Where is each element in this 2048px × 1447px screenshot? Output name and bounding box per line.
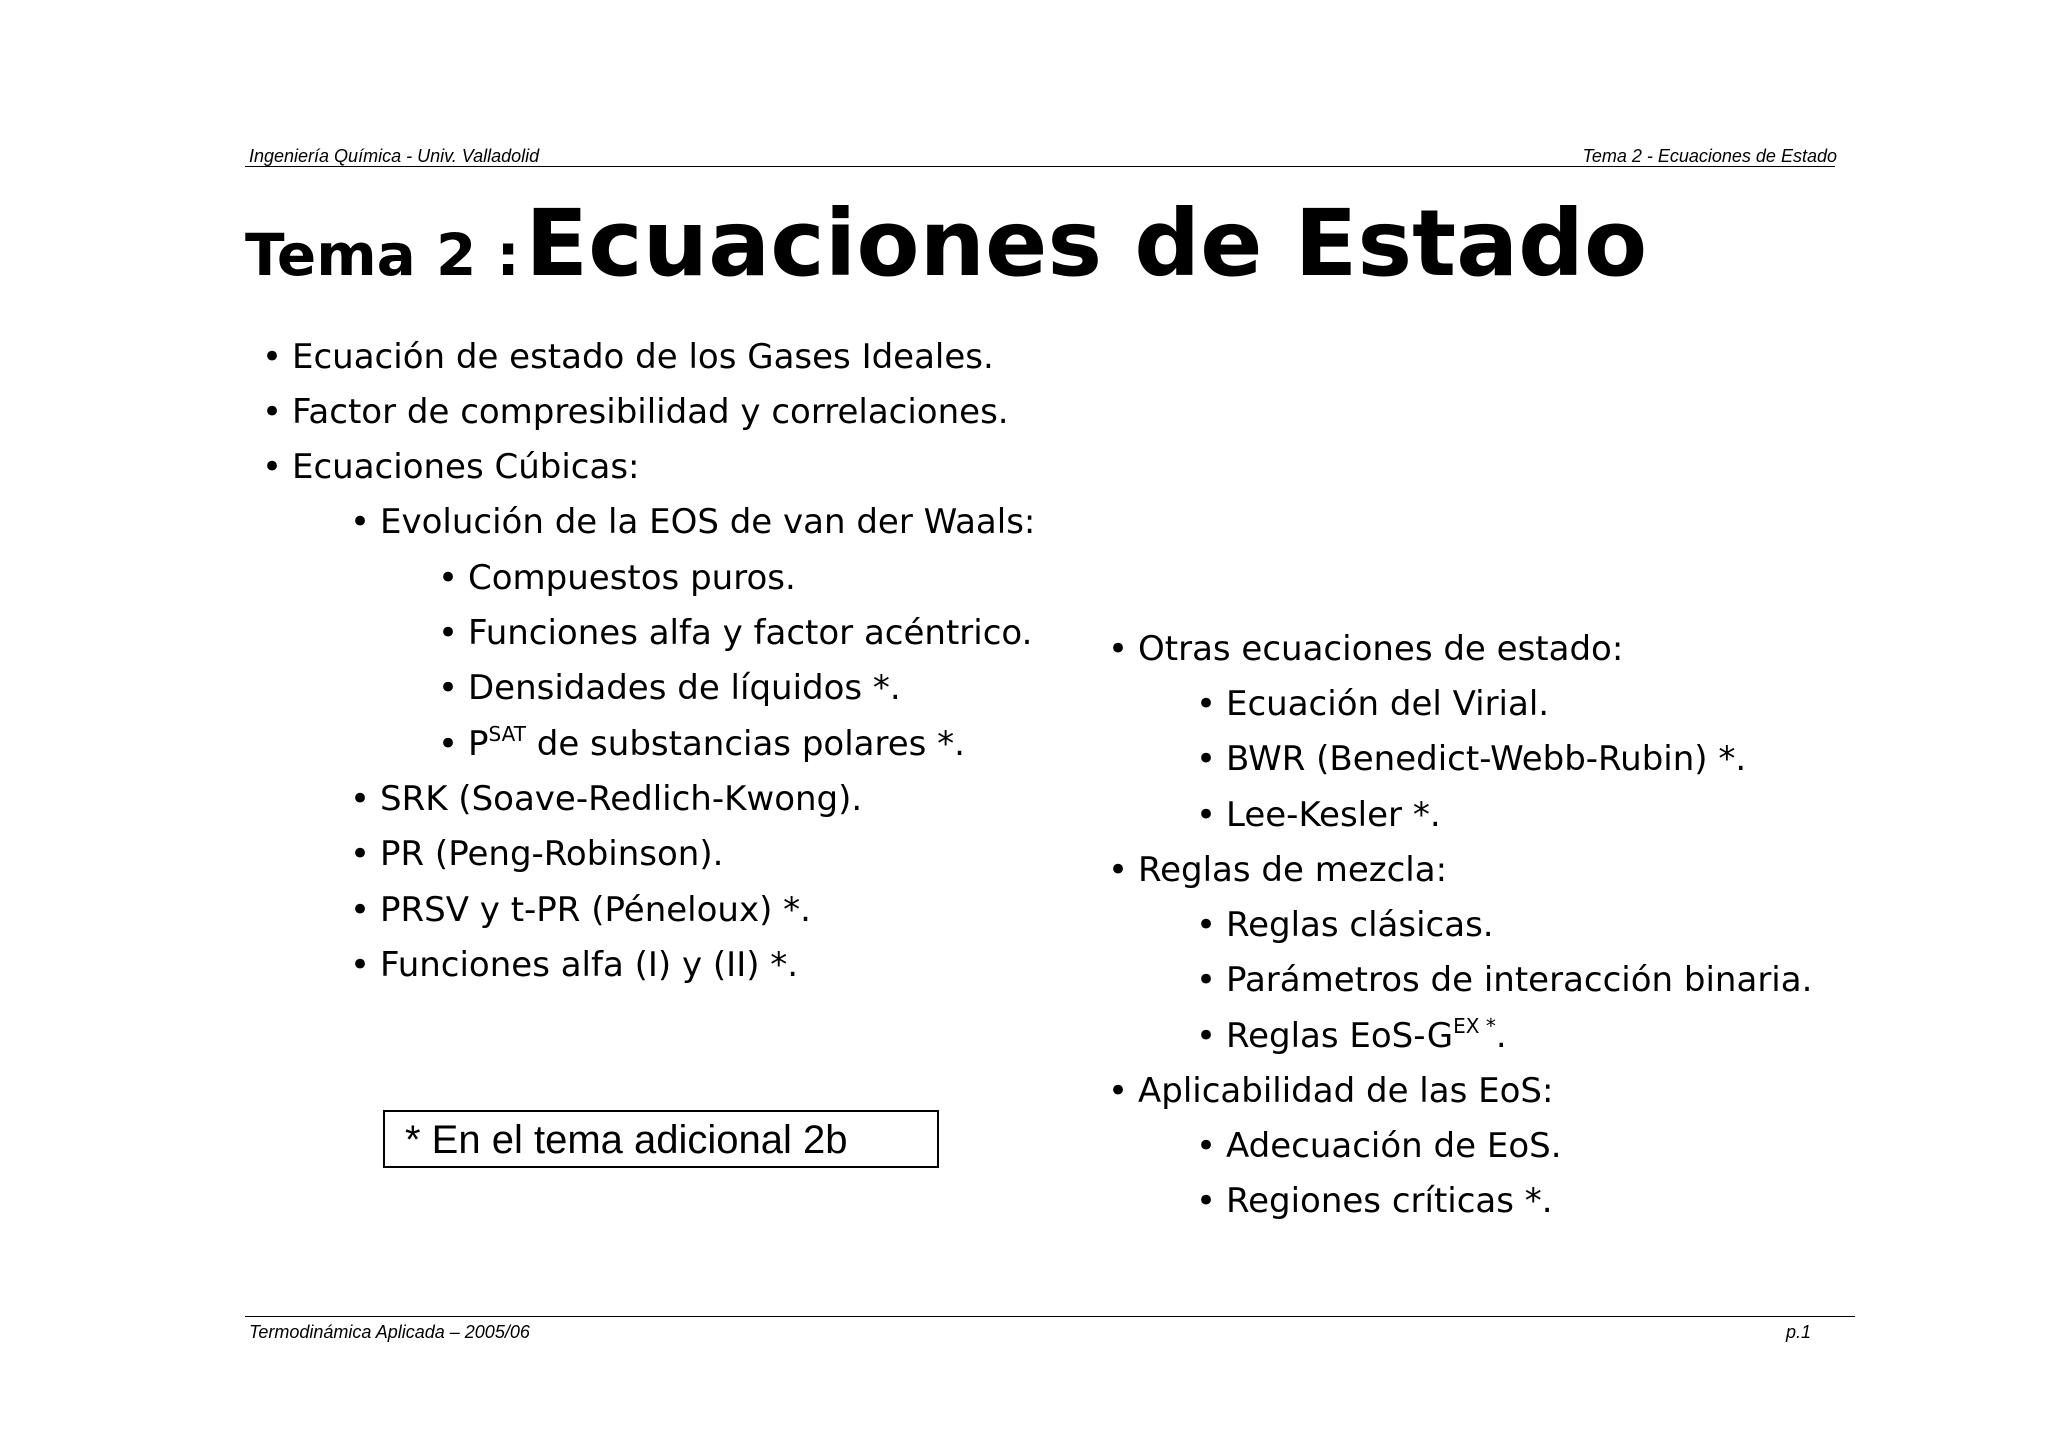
footer-rule: [245, 1316, 1855, 1317]
list-item-label: Ecuación del Virial.: [1226, 684, 1550, 724]
list-item-label: P: [468, 724, 489, 764]
list-item: [438, 668, 901, 708]
list-item-label: Regiones críticas *.: [1226, 1181, 1553, 1221]
bullet-icon: •: [438, 558, 459, 598]
list-item: [350, 834, 724, 874]
bullet-icon: •: [1108, 1071, 1129, 1111]
list-item-label: de substancias polares *.: [525, 724, 965, 764]
list-item: [438, 613, 1033, 653]
list-item: [438, 558, 796, 598]
bullet-icon: •: [1196, 1126, 1217, 1166]
bullet-icon: •: [1196, 684, 1217, 724]
list-item: [1196, 1126, 1562, 1166]
list-item: [1108, 1071, 1554, 1111]
list-item: [1196, 960, 1813, 1000]
list-item-label: Compuestos puros.: [468, 558, 796, 598]
list-item: [262, 447, 640, 487]
list-item-label: Factor de compresibilidad y correlaciones.: [292, 392, 1009, 432]
header-rule: [245, 166, 1835, 167]
header-right: Tema 2 - Ecuaciones de Estado: [1582, 146, 1837, 166]
list-item-label: Aplicabilidad de las EoS:: [1138, 1071, 1554, 1111]
list-item: [1108, 850, 1448, 890]
list-item-label: Otras ecuaciones de estado:: [1138, 629, 1624, 669]
list-item: [350, 779, 863, 819]
bullet-icon: •: [438, 613, 459, 653]
bullet-icon: •: [350, 945, 371, 985]
bullet-icon: •: [1108, 850, 1129, 890]
list-item: [1196, 1181, 1553, 1221]
list-item-label: Parámetros de interacción binaria.: [1226, 960, 1813, 1000]
bullet-icon: •: [1196, 905, 1217, 945]
list-item-label: BWR (Benedict-Webb-Rubin) *.: [1226, 739, 1747, 779]
list-item-label: .: [1495, 1016, 1507, 1056]
superscript: EX *: [1453, 1014, 1496, 1038]
bullet-icon: •: [1196, 1016, 1217, 1056]
list-item-label: Ecuación de estado de los Gases Ideales.: [292, 337, 994, 377]
bullet-icon: •: [1108, 629, 1129, 669]
list-item-label: Reglas EoS-G: [1226, 1016, 1454, 1056]
bullet-icon: •: [350, 834, 371, 874]
footer-left: Termodinámica Aplicada – 2005/06: [249, 1322, 530, 1342]
list-item-label: Evolución de la EOS de van der Waals:: [380, 502, 1036, 542]
bullet-icon: •: [350, 890, 371, 930]
header-left: Ingeniería Química - Univ. Valladolid: [249, 146, 540, 166]
note-box: * En el tema adicional 2b: [383, 1110, 939, 1168]
bullet-icon: •: [262, 447, 283, 487]
title-main: Ecuaciones de Estado: [525, 190, 1648, 297]
list-item-label: Lee-Kesler *.: [1226, 795, 1441, 835]
bullet-icon: •: [1196, 960, 1217, 1000]
list-item: [262, 337, 994, 377]
page-title: [245, 190, 1647, 297]
bullet-icon: •: [262, 337, 283, 377]
list-item: [350, 502, 1036, 542]
list-item-label: Reglas de mezcla:: [1138, 850, 1448, 890]
bullet-icon: •: [438, 668, 459, 708]
list-item: [262, 392, 1009, 432]
bullet-icon: •: [1196, 1181, 1217, 1221]
list-item: [1108, 629, 1624, 669]
list-item: [1196, 684, 1550, 724]
title-prefix: Tema 2 :: [245, 221, 520, 289]
list-item: [1196, 739, 1747, 779]
bullet-icon: •: [438, 724, 459, 764]
list-item-label: Ecuaciones Cúbicas:: [292, 447, 640, 487]
superscript: SAT: [488, 722, 526, 746]
list-item: [350, 945, 799, 985]
list-item-label: Adecuación de EoS.: [1226, 1126, 1562, 1166]
list-item: [1196, 1014, 1507, 1056]
bullet-icon: •: [262, 392, 283, 432]
bullet-icon: •: [1196, 795, 1217, 835]
list-item: [350, 890, 811, 930]
list-item: [438, 722, 965, 764]
bullet-icon: •: [350, 502, 371, 542]
list-item-label: Reglas clásicas.: [1226, 905, 1494, 945]
list-item-label: Densidades de líquidos *.: [468, 668, 901, 708]
list-item-label: SRK (Soave-Redlich-Kwong).: [380, 779, 863, 819]
list-item-label: Funciones alfa (I) y (II) *.: [380, 945, 799, 985]
list-item: [1196, 905, 1494, 945]
bullet-icon: •: [350, 779, 371, 819]
list-item: [1196, 795, 1441, 835]
bullet-icon: •: [1196, 739, 1217, 779]
list-item-label: PRSV y t-PR (Péneloux) *.: [380, 890, 811, 930]
page-number: p.1: [1785, 1322, 1811, 1342]
list-item-label: PR (Peng-Robinson).: [380, 834, 724, 874]
list-item-label: Funciones alfa y factor acéntrico.: [468, 613, 1033, 653]
